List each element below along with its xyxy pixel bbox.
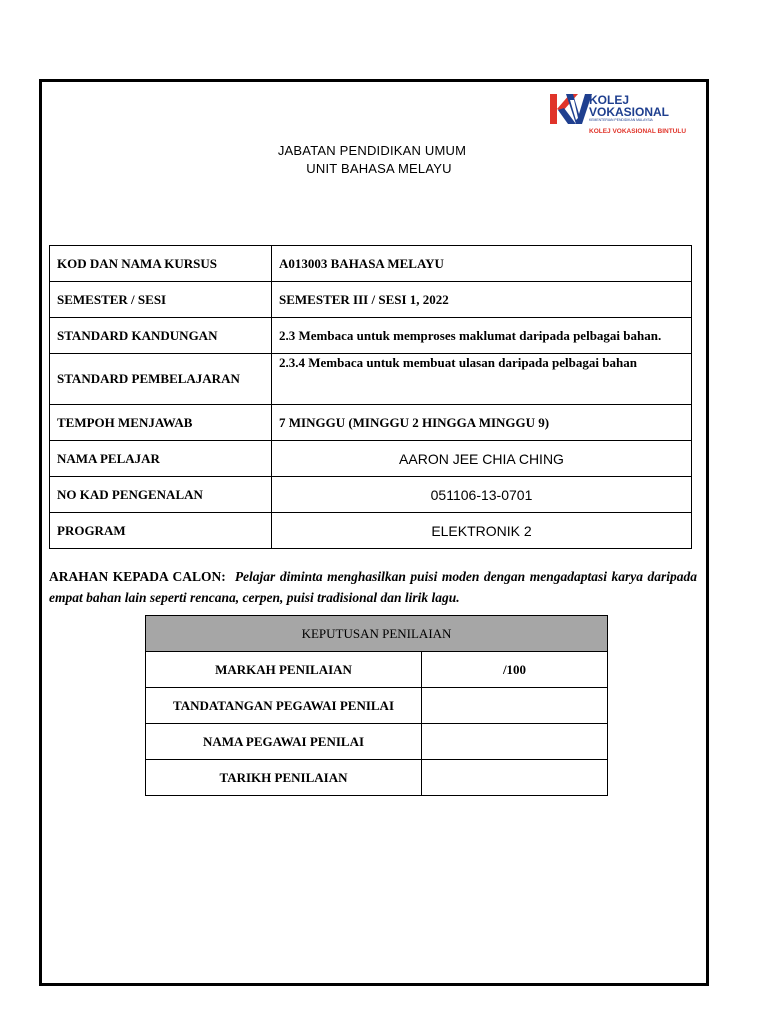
table-row <box>50 477 692 513</box>
info-label: STANDARD PEMBELAJARAN <box>50 354 272 405</box>
instructions-heading: ARAHAN KEPADA CALON: <box>49 569 226 584</box>
candidate-instructions <box>49 566 697 608</box>
table-row <box>146 724 608 760</box>
info-value: 2.3 Membaca untuk memproses maklumat daripada pelbagai bahan. <box>272 318 692 354</box>
logo-line1: KOLEJ <box>589 93 630 107</box>
evaluation-label: MARKAH PENILAIAN <box>146 652 422 688</box>
table-row <box>146 688 608 724</box>
evaluation-label: TANDATANGAN PEGAWAI PENILAI <box>146 688 422 724</box>
info-label: KOD DAN NAMA KURSUS <box>50 246 272 282</box>
logo-campus: KOLEJ VOKASIONAL BINTULU <box>589 128 687 135</box>
table-row <box>146 652 608 688</box>
table-row <box>146 616 608 652</box>
logo-subline: KEMENTERIAN PENDIDIKAN MALAYSIA <box>589 118 653 122</box>
kolej-vokasional-logo <box>548 90 698 140</box>
evaluation-label: TARIKH PENILAIAN <box>146 760 422 796</box>
table-row <box>50 246 692 282</box>
program-name: ELEKTRONIK 2 <box>272 513 692 549</box>
department-title: JABATAN PENDIDIKAN UMUM <box>277 143 467 158</box>
info-value: 2.3.4 Membaca untuk membuat ulasan daripada pelbagai bahan <box>272 354 692 405</box>
info-label: NO KAD PENGENALAN <box>50 477 272 513</box>
evaluation-value <box>422 688 608 724</box>
ic-number: 051106-13-0701 <box>272 477 692 513</box>
table-row <box>50 318 692 354</box>
logo-line2: VOKASIONAL <box>589 105 670 119</box>
info-label: SEMESTER / SESI <box>50 282 272 318</box>
evaluation-value: /100 <box>422 652 608 688</box>
instructions-text: Pelajar diminta menghasilkan puisi moden dengan mengadaptasi karya daripada empat bahan lain seperti rencana, cerpen, puisi tradisional dan lirik lagu. <box>49 569 697 605</box>
table-row <box>50 282 692 318</box>
table-row <box>50 441 692 477</box>
evaluation-label: NAMA PEGAWAI PENILAI <box>146 724 422 760</box>
table-row <box>146 760 608 796</box>
info-value: SEMESTER III / SESI 1, 2022 <box>272 282 692 318</box>
info-label: STANDARD KANDUNGAN <box>50 318 272 354</box>
unit-title: UNIT BAHASA MELAYU <box>306 161 452 176</box>
table-row <box>50 354 692 405</box>
table-row <box>50 513 692 549</box>
info-label: TEMPOH MENJAWAB <box>50 405 272 441</box>
student-name: AARON JEE CHIA CHING <box>272 441 692 477</box>
info-value: 7 MINGGU (MINGGU 2 HINGGA MINGGU 9) <box>272 405 692 441</box>
table-row <box>50 405 692 441</box>
evaluation-value <box>422 760 608 796</box>
info-label: NAMA PELAJAR <box>50 441 272 477</box>
info-label: PROGRAM <box>50 513 272 549</box>
evaluation-value <box>422 724 608 760</box>
info-value: A013003 BAHASA MELAYU <box>272 246 692 282</box>
evaluation-table <box>145 615 608 796</box>
course-info-table <box>49 245 692 549</box>
evaluation-title: KEPUTUSAN PENILAIAN <box>146 616 608 652</box>
